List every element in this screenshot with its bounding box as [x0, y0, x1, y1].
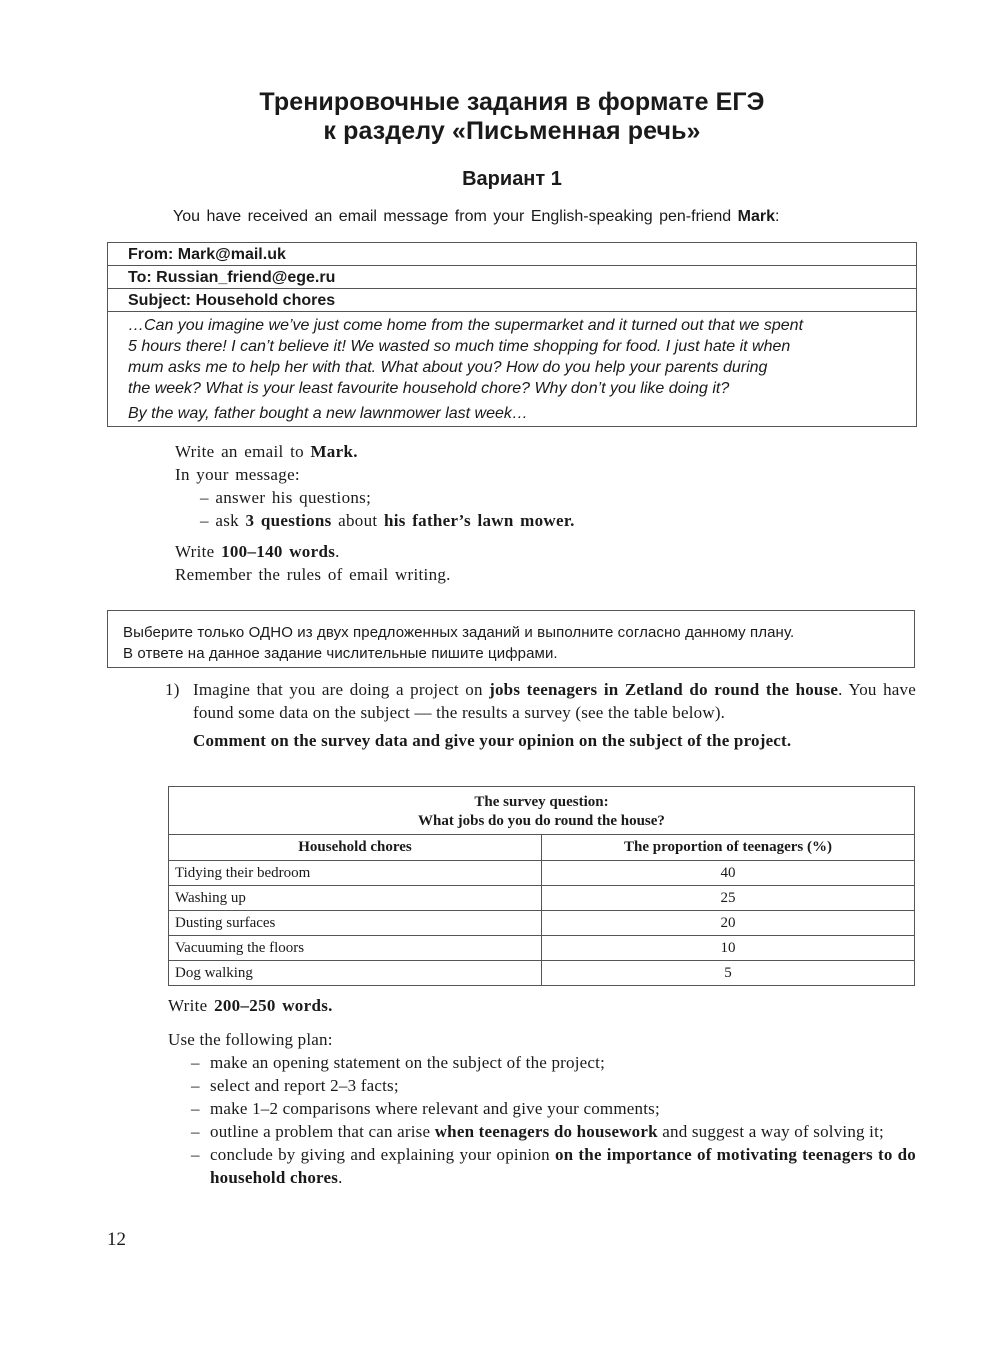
chore-cell: Tidying their bedroom	[169, 861, 542, 886]
chore-cell: Dog walking	[169, 961, 542, 986]
remember-line: Remember the rules of email writing.	[175, 565, 451, 584]
words-prefix: Write	[175, 542, 222, 561]
option-text-pre: Imagine that you are doing a project on	[193, 680, 490, 699]
email-to: To: Russian_friend@ege.ru	[108, 266, 916, 289]
survey-question-label: The survey question:	[474, 794, 609, 810]
task-1-instructions	[175, 440, 575, 586]
plan-item	[168, 1120, 916, 1143]
page-title	[0, 88, 1000, 146]
task-item-text: answer his questions;	[215, 488, 372, 507]
plan-item-text: make 1–2 comparisons where relevant and give your comments;	[210, 1099, 660, 1118]
option-comment: Comment on the survey data and give your opinion on the subject of the project.	[193, 731, 792, 750]
table-row	[169, 961, 915, 986]
option-number: 1)	[165, 680, 180, 699]
plan-item-bold: when teenagers do housework	[434, 1122, 658, 1141]
plan-item	[168, 1143, 916, 1189]
value-cell: 10	[542, 936, 915, 961]
task-2-word-count	[168, 996, 333, 1016]
words-count: 100–140 words	[221, 542, 336, 561]
choice-notice-box	[107, 610, 915, 668]
value-cell: 25	[542, 886, 915, 911]
words-prefix: Write	[168, 996, 215, 1015]
plan-item-text: .	[338, 1168, 343, 1187]
task-item-text: ask	[215, 511, 246, 530]
option-text-post: . You have found some data on the subject — the results a survey (see the table below).	[193, 680, 916, 722]
intro-suffix: :	[774, 208, 780, 225]
table-row	[169, 886, 915, 911]
plan-item-text: and suggest a way of solving it;	[657, 1122, 884, 1141]
email-box	[107, 242, 917, 427]
plan-intro: Use the following plan:	[168, 1030, 333, 1049]
table-row	[169, 861, 915, 886]
variant-heading: Вариант 1	[462, 168, 562, 190]
option-text	[165, 678, 916, 724]
dash: –	[200, 488, 209, 507]
survey-question-row	[169, 787, 915, 835]
table-row	[169, 911, 915, 936]
task-item-bold: his father’s lawn mower.	[383, 511, 575, 530]
column-header-proportion: The proportion of teenagers (%)	[542, 835, 915, 861]
task-item-text: about	[331, 511, 384, 530]
option-1	[165, 678, 916, 752]
write-to-line	[175, 440, 575, 463]
value-cell: 5	[542, 961, 915, 986]
table-row	[169, 936, 915, 961]
survey-question-cell	[169, 787, 915, 835]
write-name: Mark.	[310, 442, 358, 461]
plan-item	[168, 1051, 916, 1074]
dash: –	[200, 511, 209, 530]
dash: –	[191, 1122, 200, 1141]
writing-plan	[168, 1028, 916, 1189]
dash: –	[191, 1145, 200, 1164]
chore-cell: Vacuuming the floors	[169, 936, 542, 961]
chore-cell: Washing up	[169, 886, 542, 911]
email-body-line: mum asks me to help her with that. What about you? How do you help your parents during	[128, 359, 768, 376]
email-from: From: Mark@mail.uk	[108, 243, 916, 266]
value-cell: 20	[542, 911, 915, 936]
survey-question: What jobs do you do round the house?	[418, 813, 665, 829]
intro-name: Mark	[737, 208, 775, 225]
survey-table	[168, 786, 915, 986]
plan-item-text: outline a problem that can arise	[210, 1122, 435, 1141]
plan-item-text: select and report 2–3 facts;	[210, 1076, 399, 1095]
dash: –	[191, 1099, 200, 1118]
email-body-line: …Can you imagine we’ve just come home from the supermarket and it turned out that we spent	[128, 317, 804, 334]
plan-item	[168, 1074, 916, 1097]
email-body-line: 5 hours there! I can’t believe it! We wasted so much time shopping for food. I just hate it when	[128, 338, 791, 355]
notice-line-2: В ответе на данное задание числительные пишите цифрами.	[123, 645, 558, 662]
email-subject: Subject: Household chores	[108, 289, 916, 312]
intro-body: You have received an email message from your English-speaking pen-friend	[173, 208, 738, 225]
email-body-line: the week? What is your least favourite household chore? Why don’t you like doing it?	[128, 380, 730, 397]
task-item	[175, 509, 575, 532]
title-line-2: к разделу «Письменная речь»	[323, 117, 701, 145]
chore-cell: Dusting surfaces	[169, 911, 542, 936]
intro-text	[173, 208, 779, 226]
write-prefix: Write an email to	[175, 442, 311, 461]
words-count: 200–250 words.	[214, 996, 333, 1015]
column-header-chores: Household chores	[169, 835, 542, 861]
in-message-label: In your message:	[175, 465, 300, 484]
title-line-1: Тренировочные задания в формате ЕГЭ	[259, 88, 765, 116]
email-body	[108, 312, 916, 426]
task-item-bold: 3 questions	[245, 511, 332, 530]
survey-header-row	[169, 835, 915, 861]
task-item	[175, 486, 575, 509]
notice-line-1: Выберите только ОДНО из двух предложенных заданий и выполните согласно данному плану.	[123, 624, 795, 641]
plan-item-bold: on the importance of motivating teenagers to do household chores	[210, 1145, 916, 1187]
page-number: 12	[107, 1229, 126, 1250]
plan-item-text: conclude by giving and explaining your opinion	[210, 1145, 555, 1164]
option-text-bold: jobs teenagers in Zetland do round the house	[489, 680, 839, 699]
dash: –	[191, 1053, 200, 1072]
words-suffix: .	[335, 542, 340, 561]
word-count-line	[175, 540, 575, 563]
value-cell: 40	[542, 861, 915, 886]
dash: –	[191, 1076, 200, 1095]
email-ps: By the way, father bought a new lawnmower last week…	[128, 405, 528, 422]
plan-item	[168, 1097, 916, 1120]
plan-item-text: make an opening statement on the subject of the project;	[210, 1053, 605, 1072]
